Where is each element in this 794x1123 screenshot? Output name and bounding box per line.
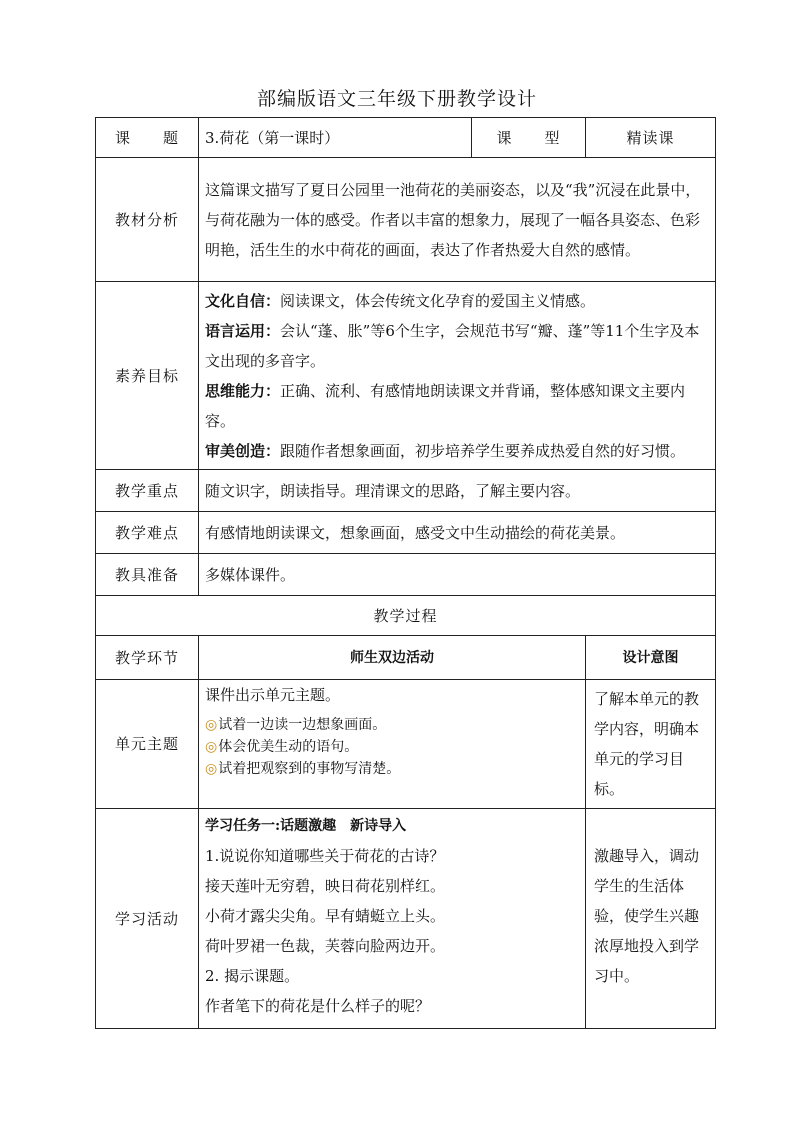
- unit-theme-row: [96, 680, 716, 809]
- document-title: 部编版语文三年级下册教学设计: [256, 88, 537, 110]
- list-item: ◎试着一边读一边想象画面。: [205, 717, 387, 733]
- key-points-text: 随文识字，朗读指导。理清课文的思路，了解主要内容。: [199, 470, 716, 512]
- list-item: ◎体会优美生动的语句。: [205, 739, 359, 755]
- type-label: 课 型: [472, 118, 586, 158]
- difficulties-text: 有感情地朗读课文，想象画面，感受文中生动描绘的荷花美景。: [199, 512, 716, 554]
- goals-label: 素养目标: [96, 282, 199, 470]
- learning-line: 接天莲叶无穷碧，映日荷花别样红。: [205, 877, 446, 895]
- analysis-text: 这篇课文描写了夏日公园里一池荷花的美丽姿态，以及“我”沉浸在此景中，与荷花融为一体的感受。作者以丰富的想象力，展现了一幅各具姿态、色彩明艳，活生生的水中荷花的画面，表达了作者热爱大自然的感情。: [199, 158, 716, 282]
- unit-theme-label: 单元主题: [96, 680, 199, 809]
- goals-list: [199, 282, 716, 470]
- learning-intent: 激趣导入，调动学生的生活体验，使学生兴趣浓厚地投入到学习中。: [586, 809, 716, 1029]
- circle-bullet-icon: ◎: [205, 739, 218, 755]
- analysis-row: [96, 158, 716, 282]
- key-points-row: [96, 470, 716, 512]
- learning-line: 小荷才露尖尖角。早有蜻蜓立上头。: [205, 907, 446, 925]
- learning-line: 1.说说你知道哪些关于荷花的古诗？: [205, 847, 445, 865]
- unit-theme-intent: 了解本单元的教学内容，明确本单元的学习目标。: [586, 680, 716, 809]
- topic-value: 3.荷花（第一课时）: [199, 118, 472, 158]
- goal-item: 文化自信：阅读课文，体会传统文化孕育的爱国主义情感。: [205, 291, 596, 310]
- goals-row: [96, 282, 716, 470]
- circle-bullet-icon: ◎: [205, 717, 218, 733]
- learning-line: 荷叶罗裙一色裁，芙蓉向脸两边开。: [205, 937, 446, 955]
- materials-text: 多媒体课件。: [199, 554, 716, 596]
- difficulties-label: 教学难点: [96, 512, 199, 554]
- learning-line: 2. 揭示课题。: [205, 967, 300, 985]
- materials-row: [96, 554, 716, 596]
- process-header-row: [96, 636, 716, 680]
- process-title: 教学过程: [96, 596, 716, 636]
- unit-theme-content: [199, 680, 586, 809]
- type-value: 精读课: [586, 118, 716, 158]
- goal-item: 审美创造：跟随作者想象画面，初步培养学生要养成热爱自然的好习惯。: [205, 441, 686, 460]
- topic-label: 课 题: [96, 118, 199, 158]
- key-points-label: 教学重点: [96, 470, 199, 512]
- materials-label: 教具准备: [96, 554, 199, 596]
- goal-item: 思维能力：正确、流利、有感情地朗读课文并背诵，整体感知课文主要内容。: [205, 381, 686, 430]
- goal-item: 语言运用：会认“蓬、胀”等6个生字，会规范书写“瓣、蓬”等11个生字及本文出现的多音字。: [205, 321, 700, 370]
- learning-row: [96, 809, 716, 1029]
- analysis-label: 教材分析: [96, 158, 199, 282]
- process-title-row: [96, 596, 716, 636]
- activity-column-header: 师生双边活动: [199, 636, 586, 680]
- difficulties-row: [96, 512, 716, 554]
- unit-theme-intro: 课件出示单元主题。: [205, 686, 341, 704]
- task-title: 学习任务一:话题激趣 新诗导入: [205, 818, 407, 834]
- unit-theme-bullets: [205, 708, 581, 780]
- circle-bullet-icon: ◎: [205, 761, 218, 777]
- intent-column-header: 设计意图: [586, 636, 716, 680]
- header-row: [96, 118, 716, 158]
- list-item: ◎试着把观察到的事物写清楚。: [205, 761, 401, 777]
- learning-label: 学习活动: [96, 809, 199, 1029]
- learning-content: [199, 809, 586, 1029]
- stage-column-header: 教学环节: [96, 636, 199, 680]
- learning-line: 作者笔下的荷花是什么样子的呢？: [205, 997, 431, 1015]
- lesson-plan-table: [95, 117, 716, 1029]
